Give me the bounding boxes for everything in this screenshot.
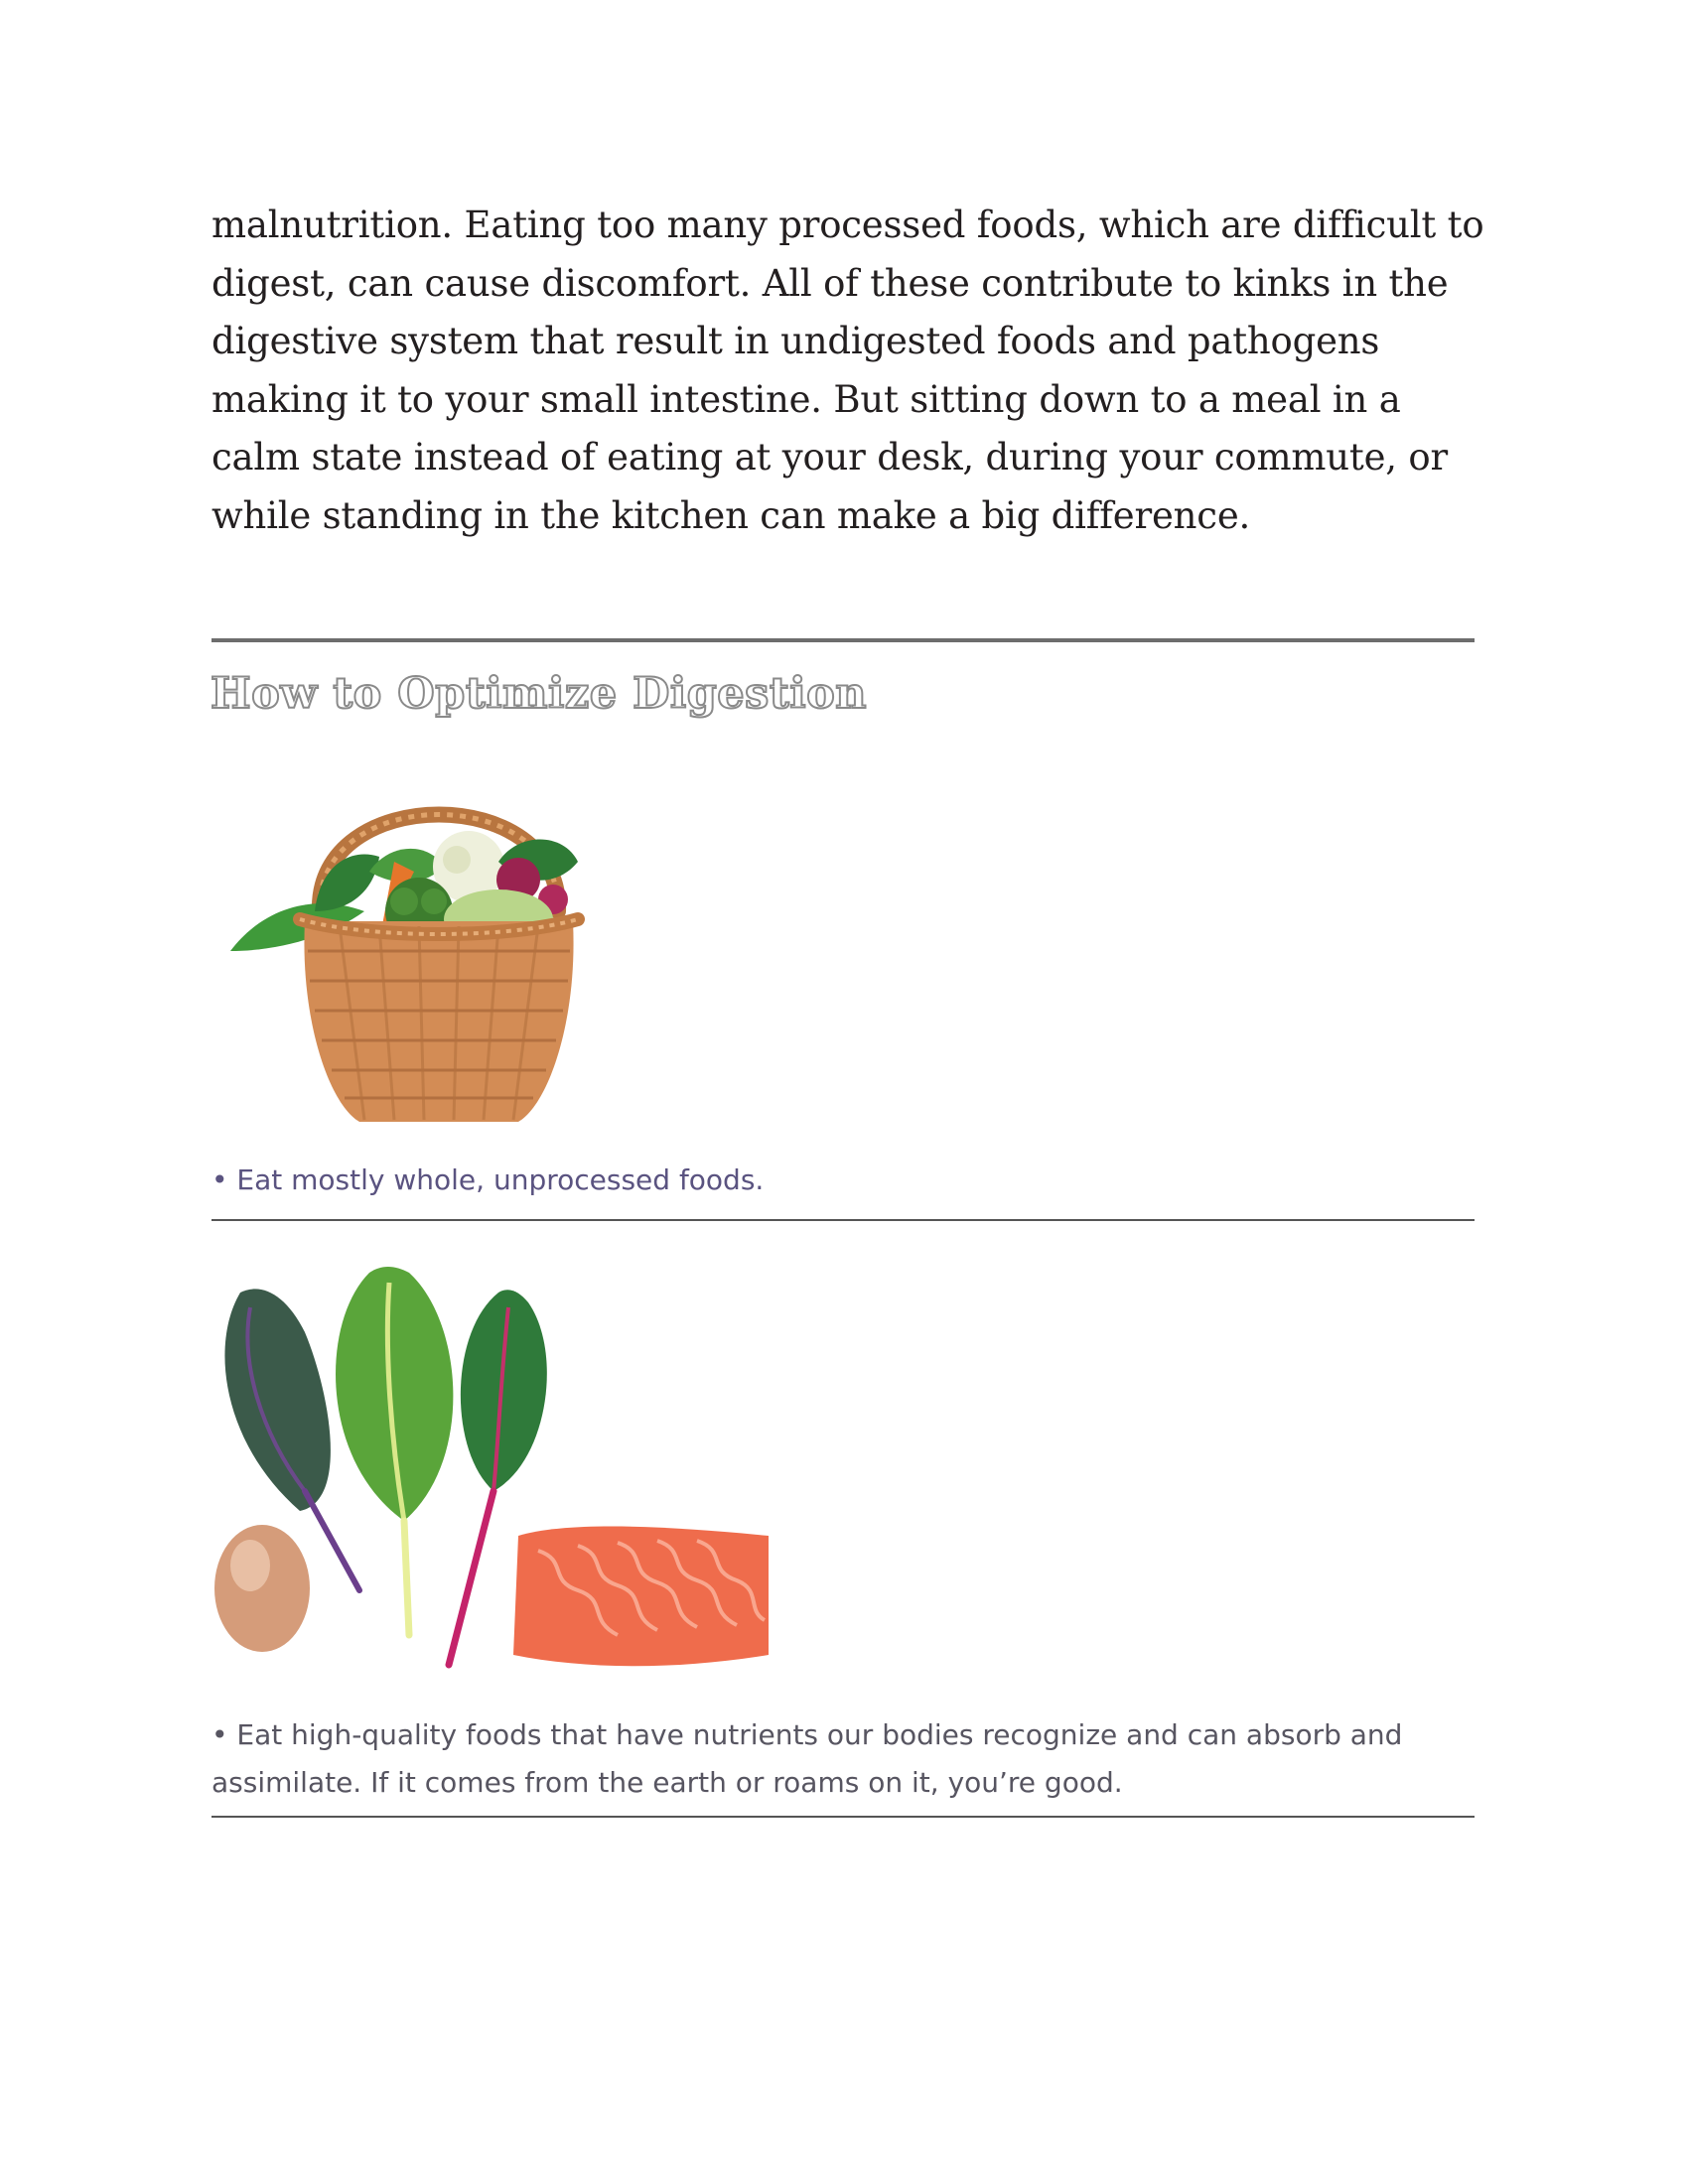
section-divider [211, 638, 1475, 642]
vegetable-basket-illustration [220, 762, 657, 1138]
tip-divider [211, 1219, 1475, 1221]
tip-whole-foods: • Eat mostly whole, unprocessed foods. [211, 1163, 765, 1196]
section-title: How to Optimize Digestion [211, 669, 868, 719]
tip-high-quality-foods: • Eat high-quality foods that have nutrients our bodies recognize and can absorb and assimilate. If it comes from the earth or roams on it, you’re good. [211, 1718, 1403, 1799]
tip-divider [211, 1816, 1475, 1818]
intro-paragraph: malnutrition. Eating too many processed foods, which are difficult to digest, can cause discomfort. All of these contribute to kinks in the digestive system that result in undigested foods and pathogens making it to your small intestine. But sitting down to a meal in a calm state instead of eating at your desk, during your commute, or while standing in the kitchen can make a big difference. [211, 204, 1484, 537]
greens-egg-salmon-illustration [211, 1263, 773, 1680]
